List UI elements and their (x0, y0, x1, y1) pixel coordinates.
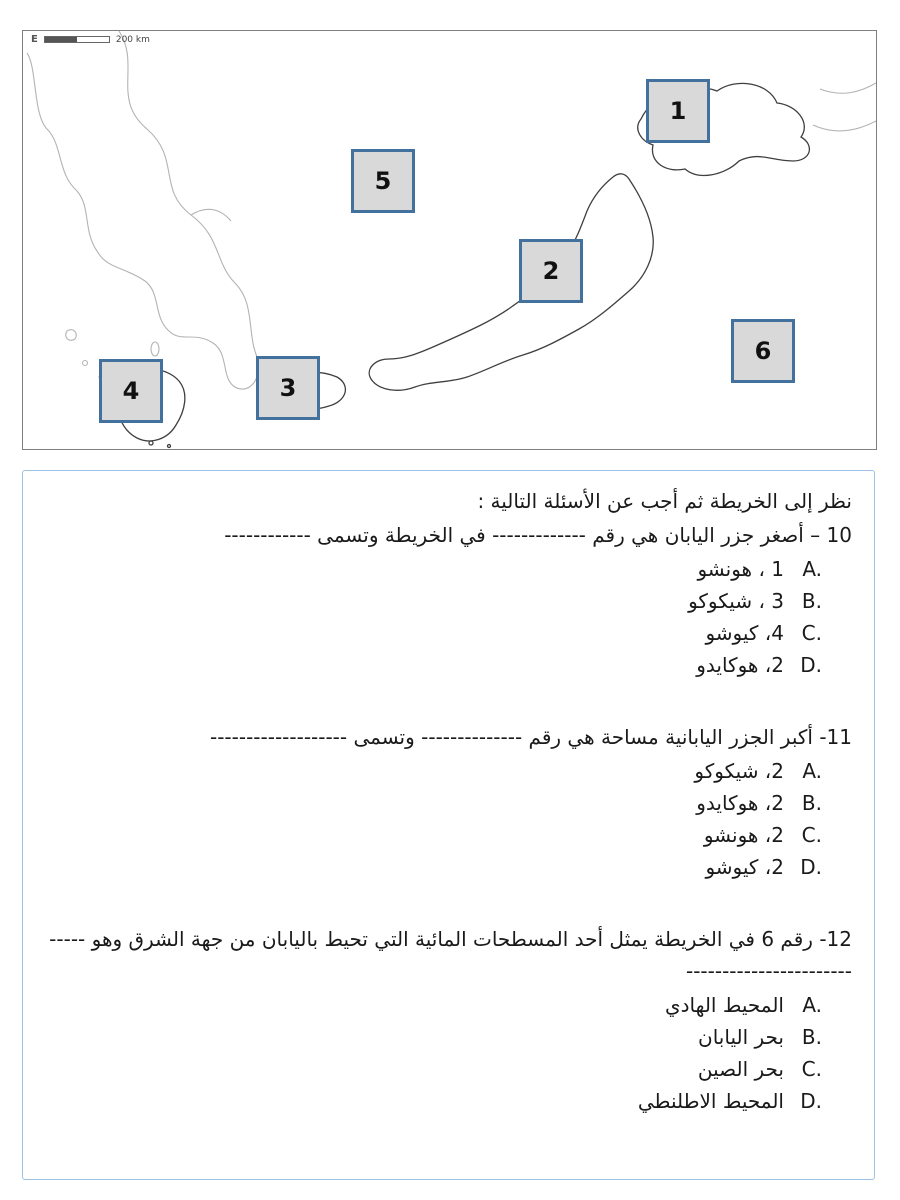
option-letter: A. (802, 759, 822, 783)
question-11 (45, 721, 852, 883)
question-11-option-b (45, 787, 822, 819)
question-12-text: 12- رقم 6 في الخريطة يمثل أحد المسطحات المائية التي تحيط باليابان من جهة الشرق وهو ---------------------------- (49, 927, 852, 983)
question-12-option-a (45, 989, 822, 1021)
question-12-option-b (45, 1021, 822, 1053)
question-10-option-c (45, 617, 822, 649)
question-11-option-a (45, 755, 822, 787)
option-letter: A. (802, 557, 822, 581)
question-10-options (45, 553, 852, 681)
question-11-text: 11- أكبر الجزر اليابانية مساحة هي رقم -------------- وتسمى ------------------- (210, 725, 852, 749)
option-text: 2، هونشو (703, 823, 784, 847)
map-marker-4: 4 (99, 359, 163, 423)
quiz-intro: نظر إلى الخريطة ثم أجب عن الأسئلة التالية : (477, 489, 852, 513)
question-12 (45, 923, 852, 1117)
option-letter: B. (801, 1025, 822, 1049)
quiz-panel (22, 470, 875, 1180)
option-text: بحر اليابان (698, 1025, 784, 1049)
option-text: 2، كيوشو (705, 855, 784, 879)
option-letter: B. (801, 791, 822, 815)
question-10-option-d (45, 649, 822, 681)
question-10-option-a (45, 553, 822, 585)
option-text: بحر الصين (697, 1057, 784, 1081)
option-text: المحيط الهادي (664, 993, 784, 1017)
option-letter: A. (802, 993, 822, 1017)
map-scale (31, 34, 150, 45)
scale-label: 200 km (115, 34, 150, 45)
question-12-option-c (45, 1053, 822, 1085)
question-10-option-b (45, 585, 822, 617)
option-text: 3 ، شيكوكو (688, 589, 784, 613)
question-10 (45, 519, 852, 681)
question-10-text: 10 – أصغر جزر اليابان هي رقم ------------- في الخريطة وتسمى ------------ (224, 523, 852, 547)
map-marker-5: 5 (351, 149, 415, 213)
option-letter: D. (800, 855, 822, 879)
option-text: 2، شيكوكو (694, 759, 784, 783)
map-marker-3: 3 (256, 356, 320, 420)
question-12-option-d (45, 1085, 822, 1117)
option-letter: D. (800, 653, 822, 677)
map-marker-2: 2 (519, 239, 583, 303)
option-letter: C. (801, 823, 822, 847)
option-text: 2، هوكايدو (696, 653, 784, 677)
option-letter: C. (801, 621, 822, 645)
question-11-option-c (45, 819, 822, 851)
japan-map (22, 30, 877, 450)
option-text: 1 ، هونشو (697, 557, 784, 581)
question-11-option-d (45, 851, 822, 883)
map-marker-1: 1 (646, 79, 710, 143)
option-text: المحيط الاطلنطي (637, 1089, 784, 1113)
scale-bar (44, 36, 110, 43)
question-12-options (45, 989, 852, 1117)
option-text: 2، هوكايدو (696, 791, 784, 815)
option-letter: C. (801, 1057, 822, 1081)
option-letter: D. (800, 1089, 822, 1113)
option-letter: B. (801, 589, 822, 613)
option-text: 4، كيوشو (705, 621, 784, 645)
question-11-options (45, 755, 852, 883)
map-marker-6: 6 (731, 319, 795, 383)
compass-east-label: E (31, 34, 38, 45)
